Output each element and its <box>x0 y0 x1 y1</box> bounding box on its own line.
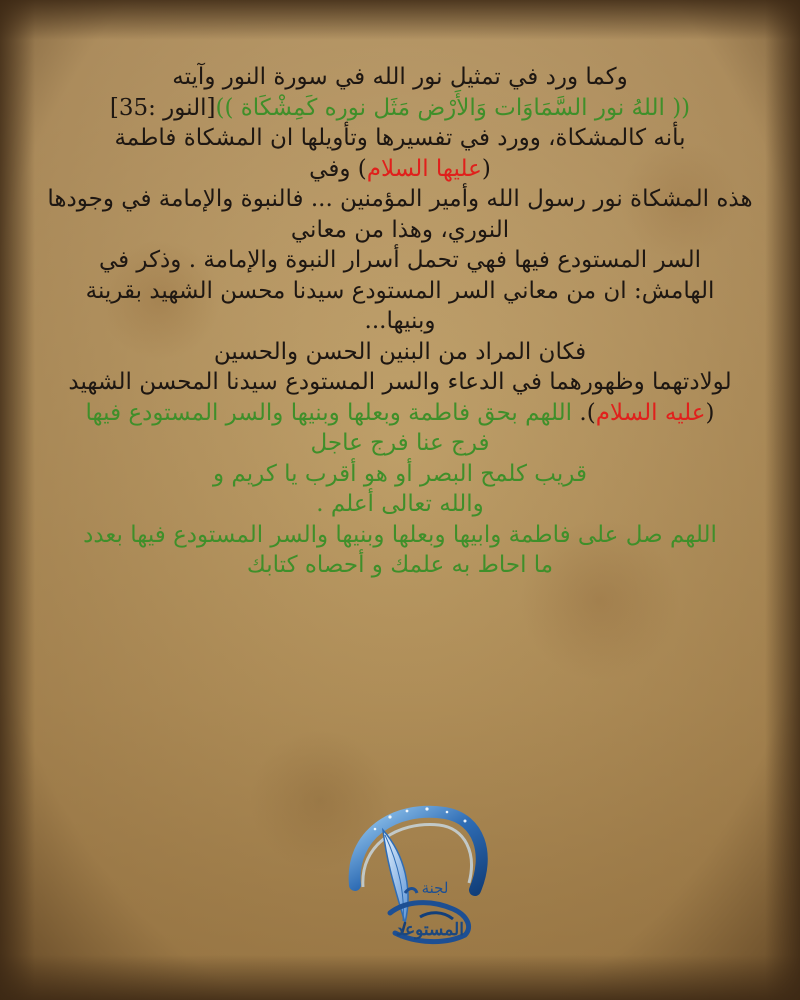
text-line: النوري، وهذا من معاني <box>290 216 510 243</box>
text-line: بأنه كالمشكاة، وورد في تفسيرها وتأويلها ان المشكاة فاطمة <box>114 125 686 151</box>
logo-text-top: لجنة <box>421 879 449 897</box>
paren-close-continuation: ) وفي <box>309 155 367 182</box>
paren-close: ). <box>572 399 596 426</box>
honorific-red: عليه السلام <box>595 399 706 426</box>
paren-open: ( <box>705 399 715 426</box>
supplication-green: اللهم بحق فاطمة وبعلها وبنيها والسر المستودع فيها <box>85 399 573 426</box>
supplication-line: فرج عنا فرج عاجل <box>310 430 490 456</box>
burnt-edge-top <box>0 0 800 40</box>
committee-logo <box>335 795 495 955</box>
text-line: وكما ورد في تمثيل نور الله في سورة النور وآيته <box>172 64 628 90</box>
text-line <box>30 398 770 429</box>
verse-close-brackets: )) <box>215 94 234 121</box>
supplication-line: قريب كلمح البصر أو هو أقرب يا كريم و <box>213 460 587 487</box>
supplication-line: ما احاط به علمك و أحصاه كتابك <box>246 552 554 578</box>
text-line: الهامش: ان من معاني السر المستودع سيدنا محسن الشهيد بقرينة <box>85 277 715 304</box>
quran-verse: اللهُ نور السَّمَاوَات وَالأَرْض مَثَل نوره كَمِشْكَاة <box>233 94 665 121</box>
text-line: فكان المراد من البنين الحسن والحسين <box>213 338 587 365</box>
paren-open: ( <box>481 155 491 182</box>
verse-line <box>30 93 770 124</box>
verse-open-brackets: (( <box>664 94 691 121</box>
honorific-red: عليها السلام <box>366 155 482 182</box>
burnt-edge-right <box>765 0 800 1000</box>
logo-text-main: المستوعد <box>396 920 464 940</box>
text-line <box>30 154 770 185</box>
text-line: هذه المشكاة نور رسول الله وأمير المؤمنين ... فالنبوة والإمامة في وجودها <box>47 186 753 212</box>
supplication-line: اللهم صل على فاطمة وابيها وبعلها وبنيها والسر المستودع فيها بعدد <box>83 521 717 548</box>
verse-reference: [النور :35] <box>109 94 216 121</box>
text-line: وبنيها... <box>364 308 436 334</box>
burnt-edge-bottom <box>0 955 800 1000</box>
supplication-line: والله تعالى أعلم . <box>316 491 484 517</box>
text-line: السر المستودع فيها فهي تحمل أسرار النبوة والإمامة . وذكر في <box>98 247 702 273</box>
text-body <box>30 62 770 581</box>
quill-logo-icon <box>335 795 495 955</box>
text-line: لولادتهما وظهورهما في الدعاء والسر المستودع سيدنا المحسن الشهيد <box>68 369 732 395</box>
